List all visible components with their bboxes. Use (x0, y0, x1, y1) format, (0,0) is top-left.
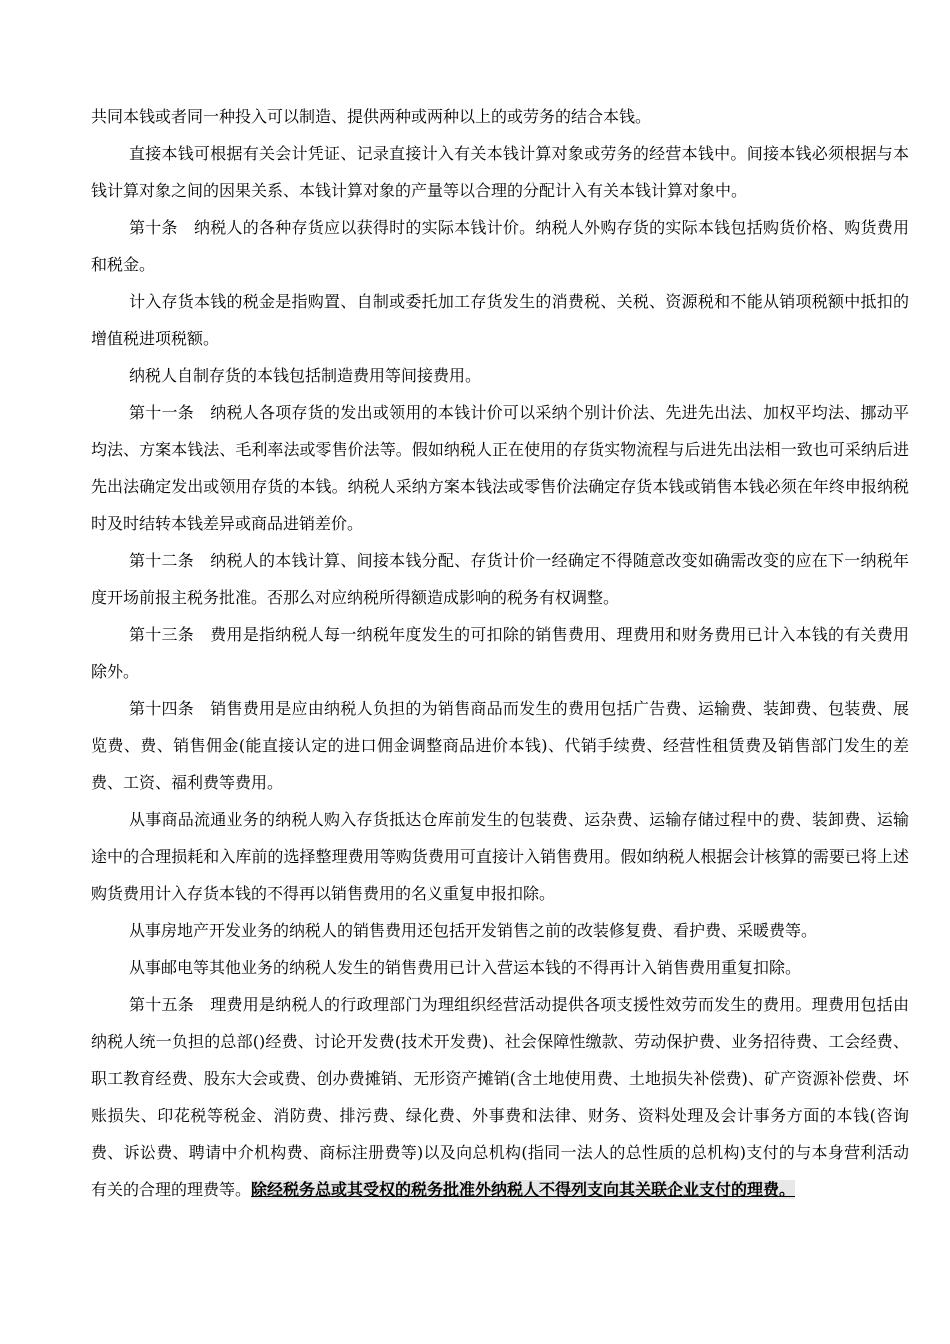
article-13: 第十三条 费用是指纳税人每一纳税年度发生的可扣除的销售费用、理费用和财务费用已计入本钱的有关费用除外。 (91, 625, 909, 681)
paragraph-11: 从事房地产开发业务的纳税人的销售费用还包括开发销售之前的改装修复费、看护费、采暖费等。 (129, 921, 818, 940)
document-body (91, 98, 909, 1208)
highlighted-sentence: 除经税务总或其受权的税务批准外纳税人不得列支向其关联企业支付的理费。 (251, 1180, 796, 1199)
article-11: 第十一条 纳税人各项存货的发出或领用的本钱计价可以采纳个别计价法、先进先出法、加权平均法、挪动平均法、方案本钱法、毛利率法或零售价法等。假如纳税人正在使用的存货实物流程与后进先出法相一致也可采纳后进先出法确定发出或领用存货的本钱。纳税人采纳方案本钱法或零售价法确定存货本钱或销售本钱必须在年终申报纳税时及时结转本钱差异或商品进销差价。 (91, 403, 909, 533)
paragraph-5: 纳税人自制存货的本钱包括制造费用等间接费用。 (129, 366, 482, 385)
paragraph-4: 计入存货本钱的税金是指购置、自制或委托加工存货发生的消费税、关税、资源税和不能从销项税额中抵扣的增值税进项税额。 (91, 292, 909, 348)
article-14: 第十四条 销售费用是应由纳税人负担的为销售商品而发生的费用包括广告费、运输费、装卸费、包装费、展览费、费、销售佣金(能直接认定的进口佣金调整商品进价本钱)、代销手续费、经营性租赁费及销售部门发生的差费、工资、福利费等费用。 (91, 699, 909, 792)
article-15-text: 第十五条 理费用是纳税人的行政理部门为理组织经营活动提供各项支援性效劳而发生的费用。理费用包括由纳税人统一负担的总部()经费、讨论开发费(技术开发费)、社会保障性缴款、劳动保护费、业务招待费、工会经费、职工教育经费、股东大会或费、创办费摊销、无形资产摊销(含土地使用费、土地损失补偿费)、矿产资源补偿费、坏账损失、印花税等税金、消防费、排污费、绿化费、外事费和法律、财务、资料处理及会计事务方面的本钱(咨询费、诉讼费、聘请中介机构费、商标注册费等)以及向总机构(指同一法人的总性质的总机构)支付的与本身营利活动有关的合理的理费等。 (91, 995, 909, 1199)
article-12: 第十二条 纳税人的本钱计算、间接本钱分配、存货计价一经确定不得随意改变如确需改变的应在下一纳税年度开场前报主税务批准。否那么对应纳税所得额造成影响的税务有权调整。 (91, 551, 909, 607)
article-15 (91, 986, 909, 1208)
paragraph-2: 直接本钱可根据有关会计凭证、记录直接计入有关本钱计算对象或劳务的经营本钱中。间接本钱必须根据与本钱计算对象之间的因果关系、本钱计算对象的产量等以合理的分配计入有关本钱计算对象中。 (91, 144, 909, 200)
article-10: 第十条 纳税人的各种存货应以获得时的实际本钱计价。纳税人外购存货的实际本钱包括购货价格、购货费用和税金。 (91, 218, 909, 274)
paragraph-1: 共同本钱或者同一种投入可以制造、提供两种或两种以上的或劳务的结合本钱。 (91, 107, 652, 126)
paragraph-10: 从事商品流通业务的纳税人购入存货抵达仓库前发生的包装费、运杂费、运输存储过程中的费、装卸费、运输途中的合理损耗和入库前的选择整理费用等购货费用可直接计入销售费用。假如纳税人根据会计核算的需要已将上述购货费用计入存货本钱的不得再以销售费用的名义重复申报扣除。 (91, 810, 909, 903)
paragraph-12: 从事邮电等其他业务的纳税人发生的销售费用已计入营运本钱的不得再计入销售费用重复扣除。 (129, 958, 802, 977)
